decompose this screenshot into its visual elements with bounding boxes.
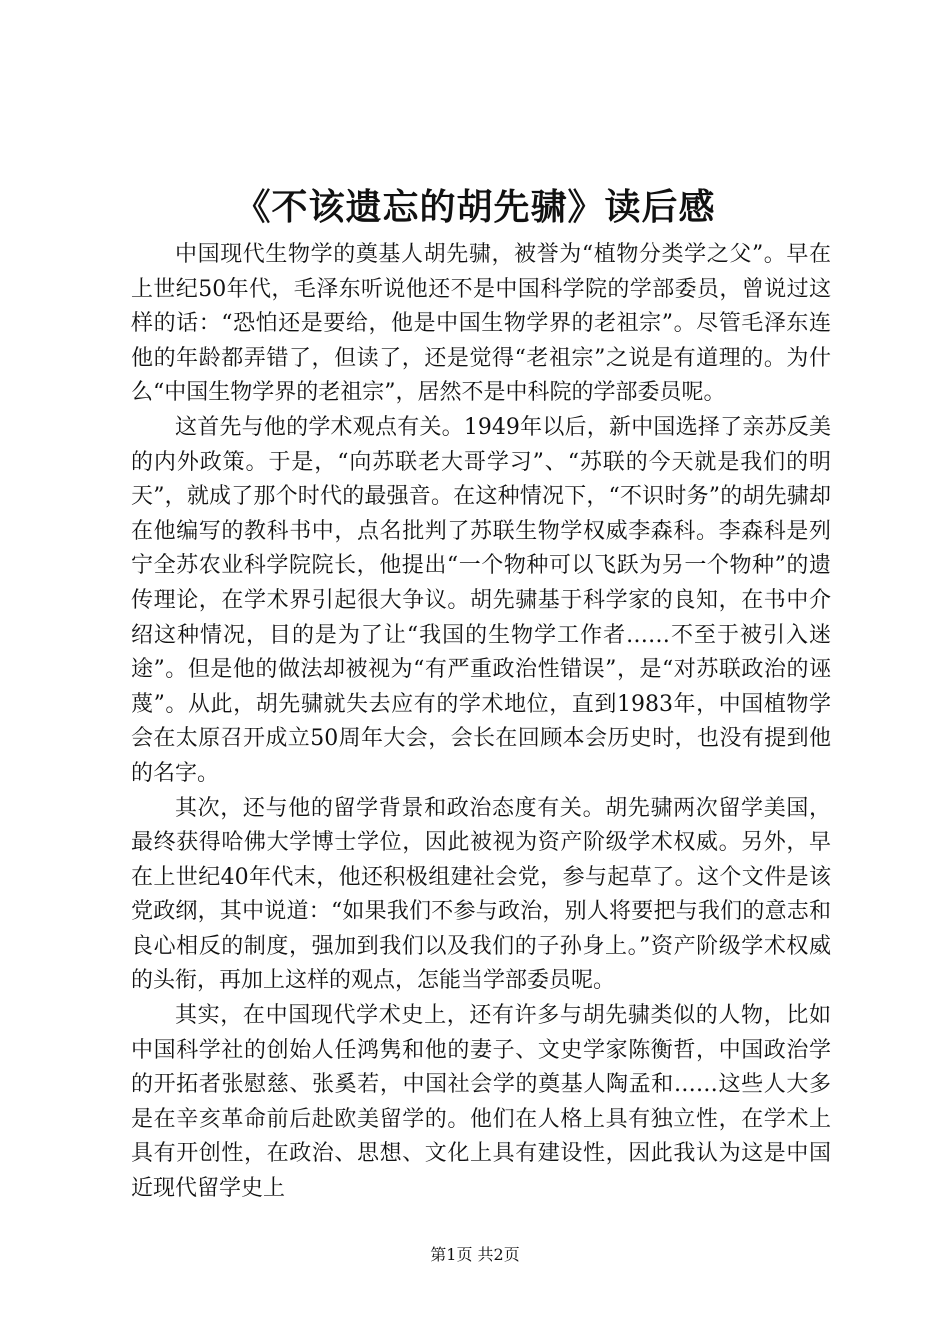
document-title: 《不该遗忘的胡先骕》读后感 <box>234 186 716 228</box>
paragraph-3: 其次，还与他的留学背景和政治态度有关。胡先骕两次留学美国，最终获得哈佛大学博士学位，因此被视为资产阶级学术权威。另外，早在上世纪40年代末，他还积极组建社会党，参与起草了。这个文件是该党政纲，其中说道：“如果我们不参与政治，别人将要把与我们的意志和良心相反的制度，强加到我们以及我们的子孙身上。”资产阶级学术权威的头衔，再加上这样的观点，怎能当学部委员呢。 <box>131 795 831 994</box>
document-body <box>131 238 831 1207</box>
paragraph-4: 其实，在中国现代学术史上，还有许多与胡先骕类似的人物，比如中国科学社的创始人任鸿隽和他的妻子、文史学家陈衡哲，中国政治学的开拓者张慰慈、张奚若，中国社会学的奠基人陶孟和……这些人大多是在辛亥革命前后赴欧美留学的。他们在人格上具有独立性，在学术上具有开创性，在政治、思想、文化上具有建设性，因此我认为这是中国近现代留学史上 <box>131 1003 831 1202</box>
paragraph-1: 中国现代生物学的奠基人胡先骕，被誉为“植物分类学之父”。早在上世纪50年代，毛泽东听说他还不是中国科学院的学部委员，曾说过这样的话：“恐怕还是要给，他是中国生物学界的老祖宗”。尽管毛泽东连他的年龄都弄错了，但读了，还是觉得“老祖宗”之说是有道理的。为什么“中国生物学界的老祖宗”，居然不是中科院的学部委员呢。 <box>131 242 831 406</box>
page-footer: 第1页 共2页 <box>430 1245 520 1264</box>
paragraph-2: 这首先与他的学术观点有关。1949年以后，新中国选择了亲苏反美的内外政策。于是，“向苏联老大哥学习”、“苏联的今天就是我们的明天”，就成了那个时代的最强音。在这种情况下，“不识时务”的胡先骕却在他编写的教科书中，点名批判了苏联生物学权威李森科。李森科是列宁全苏农业科学院院长，他提出“一个物种可以飞跃为另一个物种”的遗传理论，在学术界引起很大争议。胡先骕基于科学家的良知，在书中介绍这种情况，目的是为了让“我国的生物学工作者……不至于被引入迷途”。但是他的做法却被视为“有严重政治性错误”，是“对苏联政治的诬蔑”。从此，胡先骕就失去应有的学术地位，直到1983年，中国植物学会在太原召开成立50周年大会，会长在回顾本会历史时，也没有提到他的名字。 <box>131 414 831 786</box>
